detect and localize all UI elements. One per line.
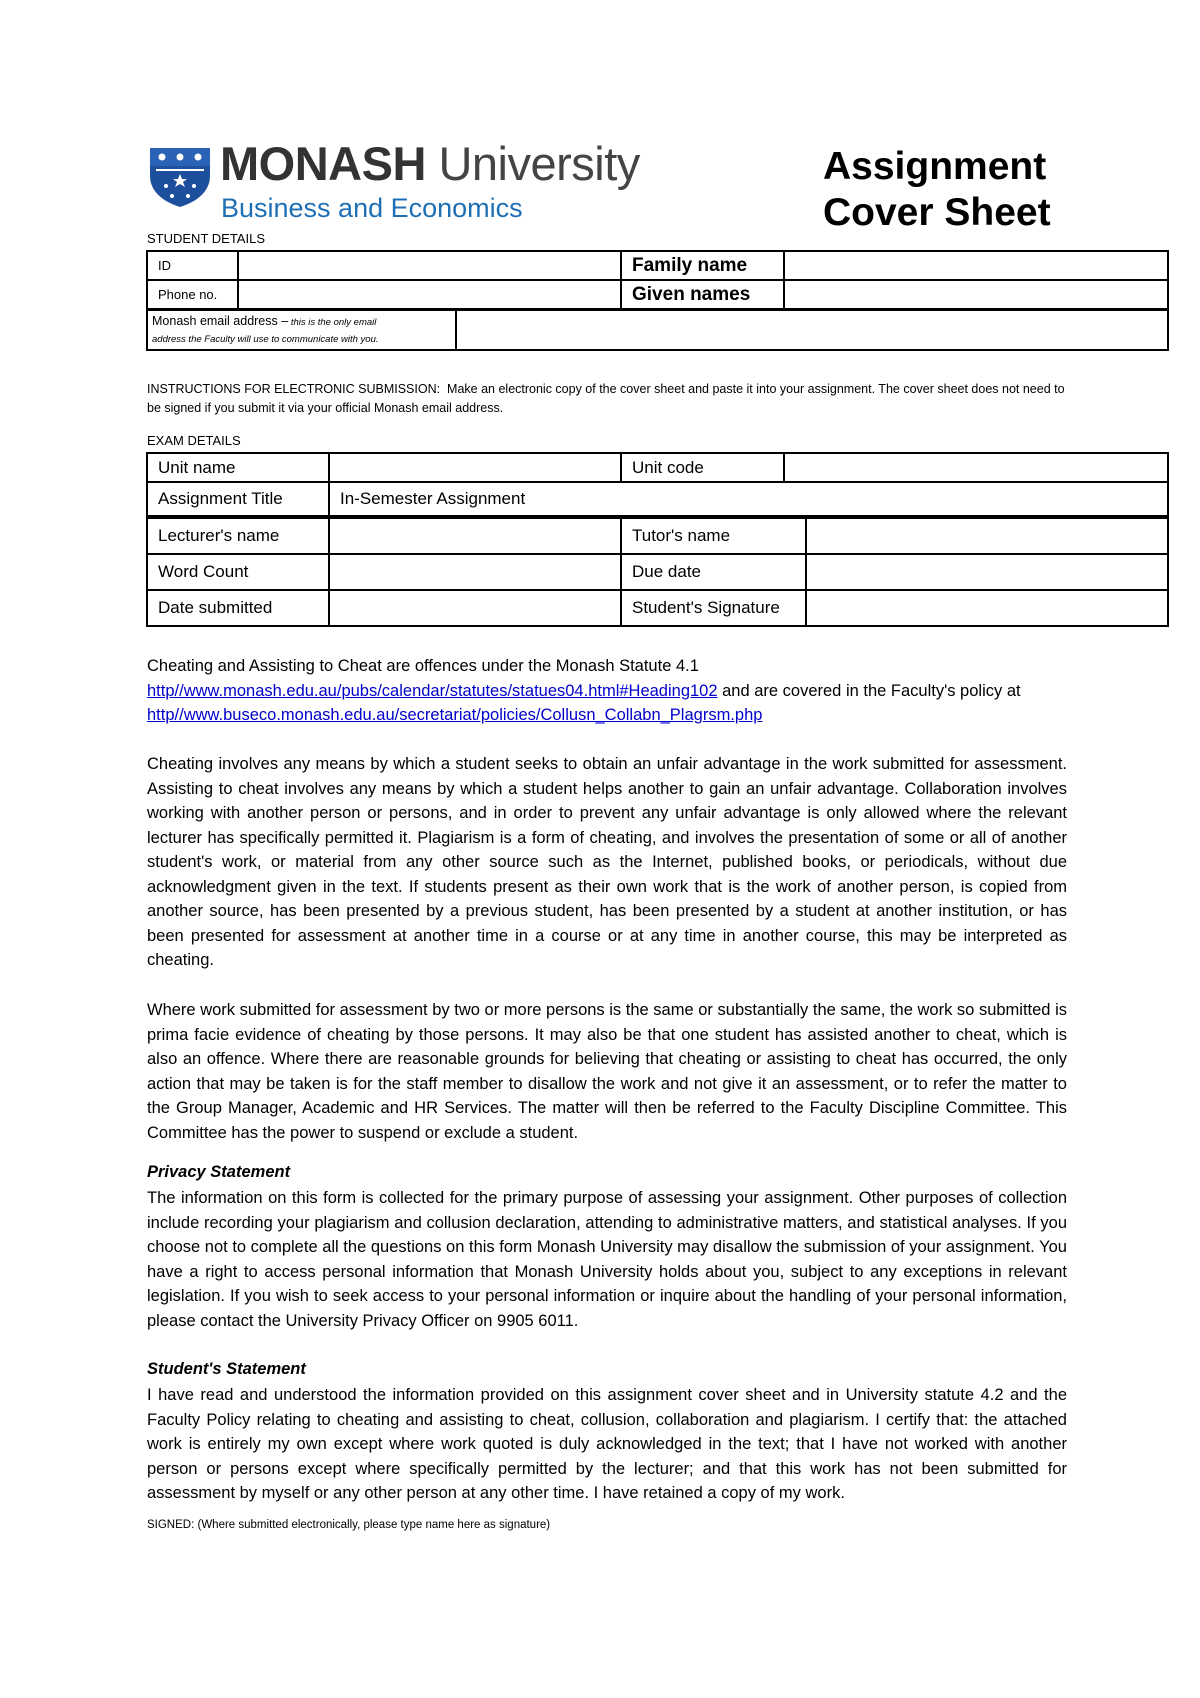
statement-heading: Student's Statement — [147, 1360, 306, 1378]
instructions-text: Make an electronic copy of the cover sheet and paste it into your assignment. The cover sheet does not need to be signed if you submit it via your official Monash email address. — [147, 382, 1065, 415]
id-field[interactable] — [238, 251, 621, 280]
email-label-note-2: address the Faculty will use to communicate with you. — [152, 334, 379, 345]
given-names-field[interactable] — [784, 280, 1168, 309]
date-submitted-field[interactable] — [329, 590, 621, 626]
signed-line — [147, 1519, 550, 1531]
due-date-field[interactable] — [806, 554, 1168, 590]
statute-link[interactable]: http//www.monash.edu.au/pubs/calendar/statutes/statues04.html#Heading102 — [147, 681, 718, 700]
unit-name-field[interactable] — [329, 453, 621, 482]
signature-field[interactable] — [806, 590, 1168, 626]
cheating-intro-tail: and are covered in the Faculty's policy at — [717, 681, 1021, 700]
table-row — [147, 482, 1168, 516]
instructions — [147, 380, 1067, 418]
cheating-intro-line: Cheating and Assisting to Cheat are offences under the Monash Statute 4.1 — [147, 657, 699, 675]
email-label — [147, 310, 456, 350]
family-name-label: Family name — [621, 251, 784, 280]
monash-crest-logo — [148, 146, 212, 208]
table-row — [147, 310, 1168, 350]
signed-label: SIGNED: — [147, 1519, 195, 1531]
unit-code-label: Unit code — [621, 453, 784, 482]
table-row — [147, 518, 1168, 554]
cheating-paragraph-1: Cheating involves any means by which a student seeks to obtain an unfair advantage in the work submitted for assessment. Assisting to cheat involves any means by which a student helps another to gain an unfair advantage. Collaboration involves working with another person or persons, and in order to prevent any unfair advantage is only allowed where the relevant lecturer has specifically permitted it. Plagiarism is a form of cheating, and involves the presentation of some or all of another student's work, or material from any other source such as the Internet, published books, or periodicals, without due acknowledgment given in the text. If students present as their own work that is the work of another person, is copied from another source, has been presented by a previous student, has been presented by a student at another institution, or has been presented for assessment at another time in a course or at any time in another course, this may be interpreted as cheating. — [147, 755, 1067, 969]
signed-note: (Where submitted electronically, please type name here as signature) — [197, 1519, 551, 1531]
id-label: ID — [147, 251, 238, 280]
brand-name-regular: University — [438, 137, 640, 190]
lecturer-label: Lecturer's name — [147, 518, 329, 554]
unit-name-label: Unit name — [147, 453, 329, 482]
lecturer-field[interactable] — [329, 518, 621, 554]
phone-label: Phone no. — [147, 280, 238, 309]
cheating-intro — [147, 654, 1067, 728]
privacy-text: The information on this form is collected for the primary purpose of assessing your assignment. Other purposes of collection include recording your plagiarism and collusion declaration, attending to administrative matters, and statistical analyses. If you choose not to complete all the questions on this form Monash University may disallow the submission of your assignment. You have a right to access personal information that Monash University holds about you, subject to any exceptions in relevant legislation. If you wish to seek access to your personal information or inquire about the handling of your personal information, please contact the University Privacy Officer on 9905 6011. — [147, 1189, 1067, 1330]
assignment-title-label: Assignment Title — [147, 482, 329, 516]
student-details-label: STUDENT DETAILS — [147, 231, 265, 246]
word-count-field[interactable] — [329, 554, 621, 590]
faculty-name: Business and Economics — [221, 193, 523, 223]
due-date-label: Due date — [621, 554, 806, 590]
cheating-paragraph-2: Where work submitted for assessment by two or more persons is the same or substantially the same, the work so submitted is prima facie evidence of cheating by those persons. It may also be that one student has assisted another to cheat, which is also an offence. Where there are reasonable grounds for believing that cheating or assisting to cheat has occurred, the only action that may be taken is for the staff member to disallow the work and not give it an assessment, or to refer the matter to the Group Manager, Academic and HR Services. The matter will then be referred to the Faculty Discipline Committee. This Committee has the power to suspend or exclude a student. — [147, 1001, 1067, 1142]
privacy-heading: Privacy Statement — [147, 1163, 291, 1181]
table-row — [147, 554, 1168, 590]
email-label-main: Monash email address – — [152, 314, 289, 328]
title-line-1: Assignment — [823, 145, 1047, 188]
exam-details-label: EXAM DETAILS — [147, 433, 241, 448]
table-row — [147, 280, 1168, 309]
instructions-lead: INSTRUCTIONS FOR ELECTRONIC SUBMISSION: — [147, 382, 441, 396]
tutor-label: Tutor's name — [621, 518, 806, 554]
given-names-label: Given names — [621, 280, 784, 309]
exam-details-table-bottom — [146, 517, 1169, 627]
email-table — [146, 309, 1169, 351]
email-field[interactable] — [456, 310, 1168, 350]
word-count-label: Word Count — [147, 554, 329, 590]
statement-text: I have read and understood the information provided on this assignment cover sheet and in University statute 4.2 and the Faculty Policy relating to cheating and assisting to cheat, collusion, collaboration and plagiarism. I certify that: the attached work is entirely my own except where work quoted is duly acknowledged in the text; that I have not worked with another person or persons except where specifically permitted by the lecturer; and that this work has not been submitted for assessment by myself or any other person at any other time. I have retained a copy of my work. — [147, 1386, 1067, 1502]
table-row — [147, 453, 1168, 482]
table-row — [147, 251, 1168, 280]
unit-code-field[interactable] — [784, 453, 1168, 482]
date-submitted-label: Date submitted — [147, 590, 329, 626]
tutor-field[interactable] — [806, 518, 1168, 554]
student-details-table — [146, 250, 1169, 310]
family-name-field[interactable] — [784, 251, 1168, 280]
assignment-title-field[interactable]: In-Semester Assignment — [329, 482, 1168, 516]
signature-label: Student's Signature — [621, 590, 806, 626]
exam-details-table-top — [146, 452, 1169, 517]
table-row — [147, 590, 1168, 626]
phone-field[interactable] — [238, 280, 621, 309]
email-label-note-1: this is the only email — [288, 317, 377, 328]
brand-name-bold: MONASH — [220, 137, 426, 190]
title-line-2: Cover Sheet — [823, 191, 1051, 234]
policy-link[interactable]: http//www.buseco.monash.edu.au/secretariat/policies/Collusn_Collabn_Plagrsm.php — [147, 706, 763, 724]
brand-name — [220, 138, 640, 190]
document-title — [823, 144, 1051, 236]
